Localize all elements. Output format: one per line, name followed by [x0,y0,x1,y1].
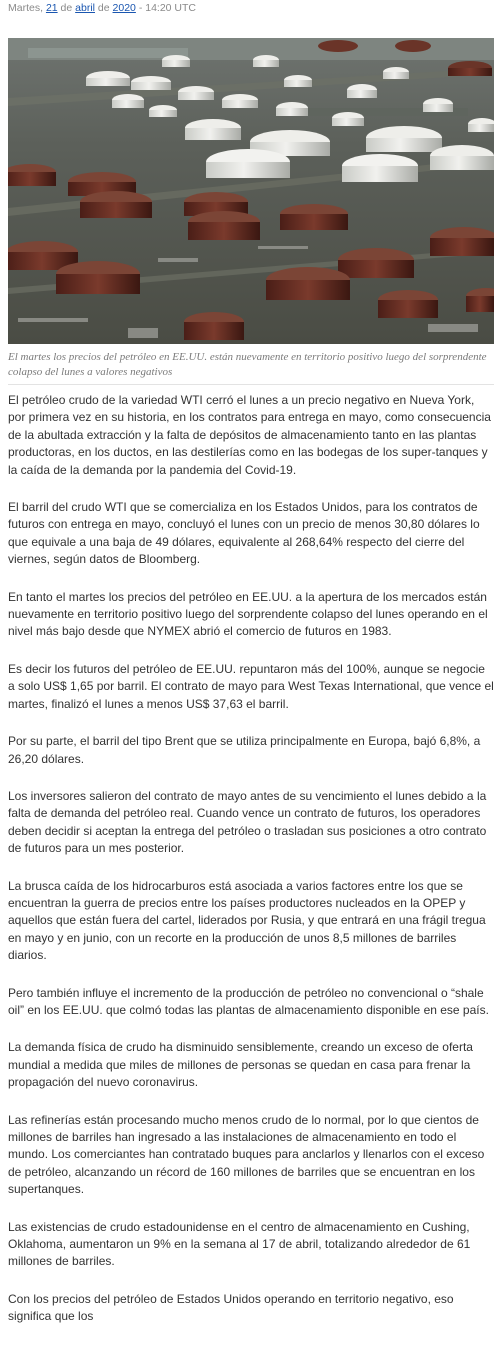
article-dateline [8,1,196,15]
article-paragraph: Pero también influye el incremento de la producción de petróleo no convencional o “shale oil” en los EE.UU. que colmó todas las plantas de almacenamiento disponible en ese país. [8,985,489,1017]
article-paragraph: En tanto el martes los precios del petróleo en EE.UU. a la apertura de los mercados están nuevamente en territorio positivo luego del sorprendente colapso del lunes operando en el nivel más bajo desde que NYMEX abrió el comercio de futuros en 1983. [8,589,488,639]
article-paragraph: Las refinerías están procesando mucho menos crudo de lo normal, por lo que cientos de millones de barriles han ingresado a las instalaciones de almacenamiento en todo el mundo. Los comerciantes han contratado buques para anclarlos y llenarlos con el exceso de petróleo, alcanzando un récord de 160 millones de barriles que se encuentran en los supertanques. [8,1112,485,1197]
dateline-year-link[interactable]: 2020 [112,2,136,14]
photo-caption: El martes los precios del petróleo en EE.UU. están nuevamente en territorio positivo luego del sorprendente colapso del lunes a valores negativos [8,351,487,378]
article-paragraph: El barril del crudo WTI que se comercializa en los Estados Unidos, para los contratos de futuros con entrega en mayo, concluyó el lunes con un precio de menos 30,80 dólares lo que equivale a una baja de 49 dólares, equivalente al 268,64% respecto del cierre del viernes, según datos de Bloomberg. [8,500,480,567]
article-paragraph: Es decir los futuros del petróleo de EE.UU. repuntaron más del 100%, aunque se negocie a solo US$ 1,65 por barril. El contrato de mayo para West Texas International, que vence el martes, finalizó el lunes a menos US$ 37,63 el barril. [8,661,494,711]
caption-divider [8,384,494,385]
dateline-de: de [97,2,110,14]
dateline-de: de [60,2,73,14]
article-paragraph: Los inversores salieron del contrato de mayo antes de su vencimiento el lunes debido a la falta de demanda del petróleo real. Cuando vence un contrato de futuros, los operadores deben decidir si aceptan la entrega del petróleo o trasladan sus posiciones a otro contrato de futuros para un mes posterior. [8,788,487,856]
dateline-time: - 14:20 UTC [138,2,196,14]
dateline-day-link[interactable]: 21 [45,2,58,14]
article-body [8,392,494,1346]
article-paragraph: Por su parte, el barril del tipo Brent que se utiliza principalmente en Europa, bajó 6,8%, a 26,20 dólares. [8,734,481,766]
dateline-weekday: Martes, [8,2,44,14]
article-paragraph: Las existencias de crudo estadounidense en el centro de almacenamiento en Cushing, Oklahoma, aumentaron un 9% en la semana al 17 de abril, totalizando alrededor de 61 millones de barriles. [8,1219,471,1269]
article-photo [8,38,494,344]
article-paragraph: El petróleo crudo de la variedad WTI cerró el lunes a un precio negativo en Nueva York, por primera vez en su historia, en los contratos para entrega en mayo, como consecuencia de la abultada extracción y la falta de depósitos de almacenamiento tanto en las plantas productoras, en los ductos, en las destilerías como en las bodegas de los super-tanques y la caída de la demanda por la pandemia del Covid-19. [8,393,491,477]
article-paragraph: Con los precios del petróleo de Estados Unidos operando en territorio negativo, eso significa que los [8,1291,454,1324]
article-paragraph: La demanda física de crudo ha disminuido sensiblemente, creando un exceso de oferta mundial a medida que miles de millones de personas se quedan en casa para frenar la propagación del nuevo coronavirus. [8,1040,473,1090]
article-paragraph: La brusca caída de los hidrocarburos está asociada a varios factores entre los que se encuentran la guerra de precios entre los países productores nucleados en la OPEP y aquellos que están fuera del cartel, liderados por Rusia, y que entrará en una frágil tregua en mayo y en junio, con un recorte en la producción de unos 8,5 millones de barriles diarios. [8,878,486,963]
dateline-month-link[interactable]: abril [75,2,95,14]
oil-storage-tanks-photo [8,38,494,344]
